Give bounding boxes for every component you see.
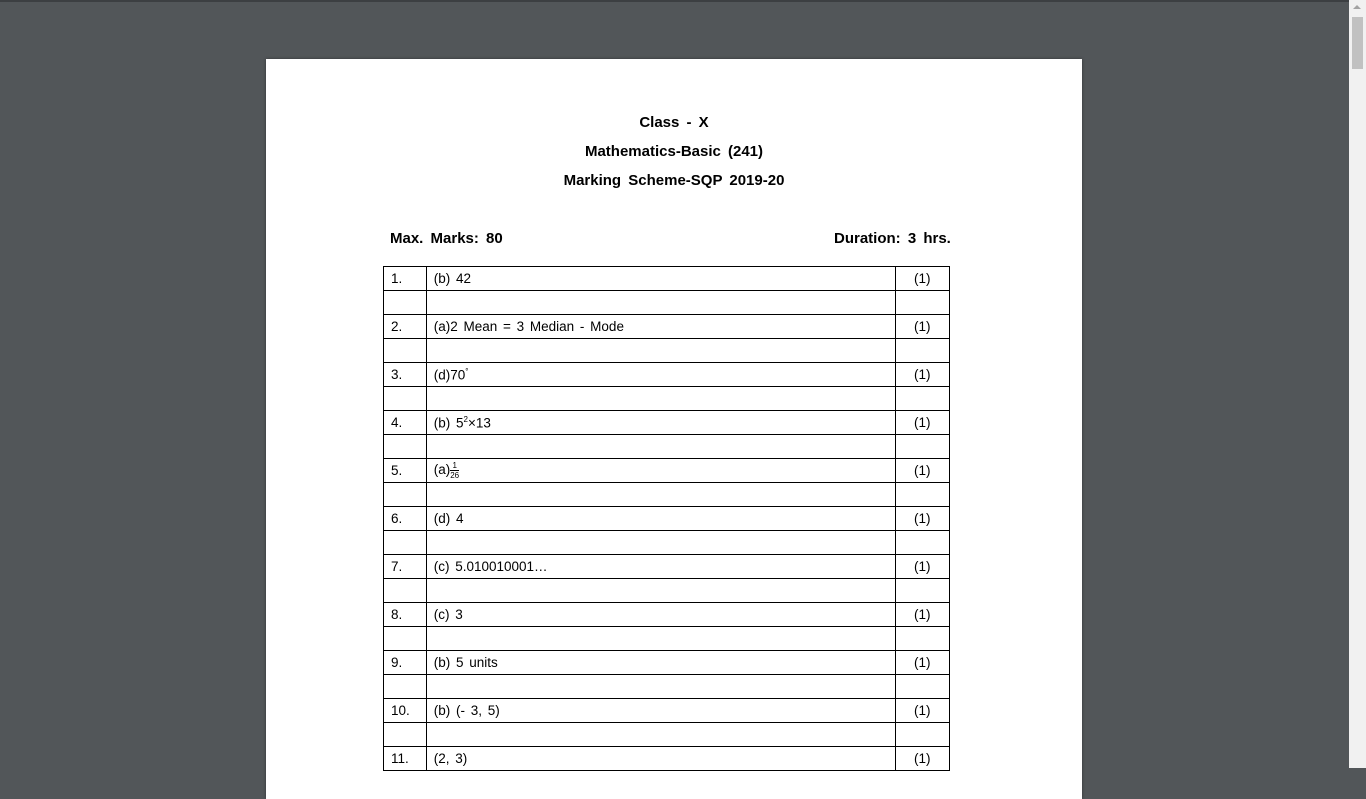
answer-cell: (b) 42 xyxy=(426,267,895,291)
question-number: 2. xyxy=(384,315,427,339)
question-number: 10. xyxy=(384,699,427,723)
marks-cell: (1) xyxy=(895,603,949,627)
answer-cell xyxy=(426,363,895,387)
answer-text: (b) 5 xyxy=(433,415,464,431)
scrollbar-thumb[interactable] xyxy=(1352,17,1363,69)
document-page xyxy=(266,59,1082,799)
table-row xyxy=(384,651,950,675)
answer-text-suffix: ×13 xyxy=(467,415,491,431)
table-row xyxy=(384,507,950,531)
max-marks: Max. Marks: 80 xyxy=(390,230,503,247)
subject-title: Mathematics-Basic (241) xyxy=(584,143,764,160)
table-row xyxy=(384,459,950,483)
spacer-row xyxy=(384,339,950,363)
answer-text: (d)70 xyxy=(433,367,466,383)
marking-scheme-table xyxy=(383,266,950,771)
question-number: 8. xyxy=(384,603,427,627)
marks-cell: (1) xyxy=(895,651,949,675)
marks-cell: (1) xyxy=(895,267,949,291)
fraction-numerator: 1 xyxy=(452,461,457,470)
marks-cell: (1) xyxy=(895,411,949,435)
spacer-row xyxy=(384,435,950,459)
answer-cell: (d) 4 xyxy=(426,507,895,531)
spacer-row xyxy=(384,387,950,411)
answer-cell: (c) 5.010010001… xyxy=(426,555,895,579)
question-number: 3. xyxy=(384,363,427,387)
table-row xyxy=(384,747,950,771)
exponent: 2 xyxy=(463,414,468,424)
question-number: 11. xyxy=(384,747,427,771)
marks-cell: (1) xyxy=(895,507,949,531)
table-row xyxy=(384,411,950,435)
question-number: 9. xyxy=(384,651,427,675)
scroll-up-arrow-icon[interactable] xyxy=(1353,5,1361,9)
answer-cell xyxy=(426,411,895,435)
fraction-denominator: 26 xyxy=(450,471,460,480)
vertical-scrollbar[interactable] xyxy=(1349,0,1366,768)
viewer-top-edge xyxy=(0,0,1349,2)
question-number: 1. xyxy=(384,267,427,291)
answer-cell: (2, 3) xyxy=(426,747,895,771)
marks-cell: (1) xyxy=(895,363,949,387)
spacer-row xyxy=(384,291,950,315)
marks-cell: (1) xyxy=(895,315,949,339)
answer-text: (a) xyxy=(433,462,451,478)
fraction xyxy=(450,461,459,480)
spacer-row xyxy=(384,531,950,555)
degree-symbol: ° xyxy=(465,366,469,376)
spacer-row xyxy=(384,579,950,603)
table-row xyxy=(384,603,950,627)
scheme-title: Marking Scheme-SQP 2019-20 xyxy=(563,172,785,189)
answer-cell: (c) 3 xyxy=(426,603,895,627)
spacer-row xyxy=(384,483,950,507)
marks-cell: (1) xyxy=(895,555,949,579)
spacer-row xyxy=(384,627,950,651)
question-number: 6. xyxy=(384,507,427,531)
class-title: Class - X xyxy=(639,114,709,131)
question-number: 7. xyxy=(384,555,427,579)
answer-cell: (b) (- 3, 5) xyxy=(426,699,895,723)
table-row xyxy=(384,555,950,579)
question-number: 4. xyxy=(384,411,427,435)
spacer-row xyxy=(384,723,950,747)
table-row xyxy=(384,363,950,387)
spacer-row xyxy=(384,675,950,699)
answer-cell: (b) 5 units xyxy=(426,651,895,675)
table-row xyxy=(384,267,950,291)
duration: Duration: 3 hrs. xyxy=(834,230,951,247)
marks-cell: (1) xyxy=(895,699,949,723)
marks-cell: (1) xyxy=(895,747,949,771)
answer-cell: (a)2 Mean = 3 Median - Mode xyxy=(426,315,895,339)
marks-cell: (1) xyxy=(895,459,949,483)
answer-cell xyxy=(426,459,895,483)
question-number: 5. xyxy=(384,459,427,483)
table-row xyxy=(384,699,950,723)
table-row xyxy=(384,315,950,339)
